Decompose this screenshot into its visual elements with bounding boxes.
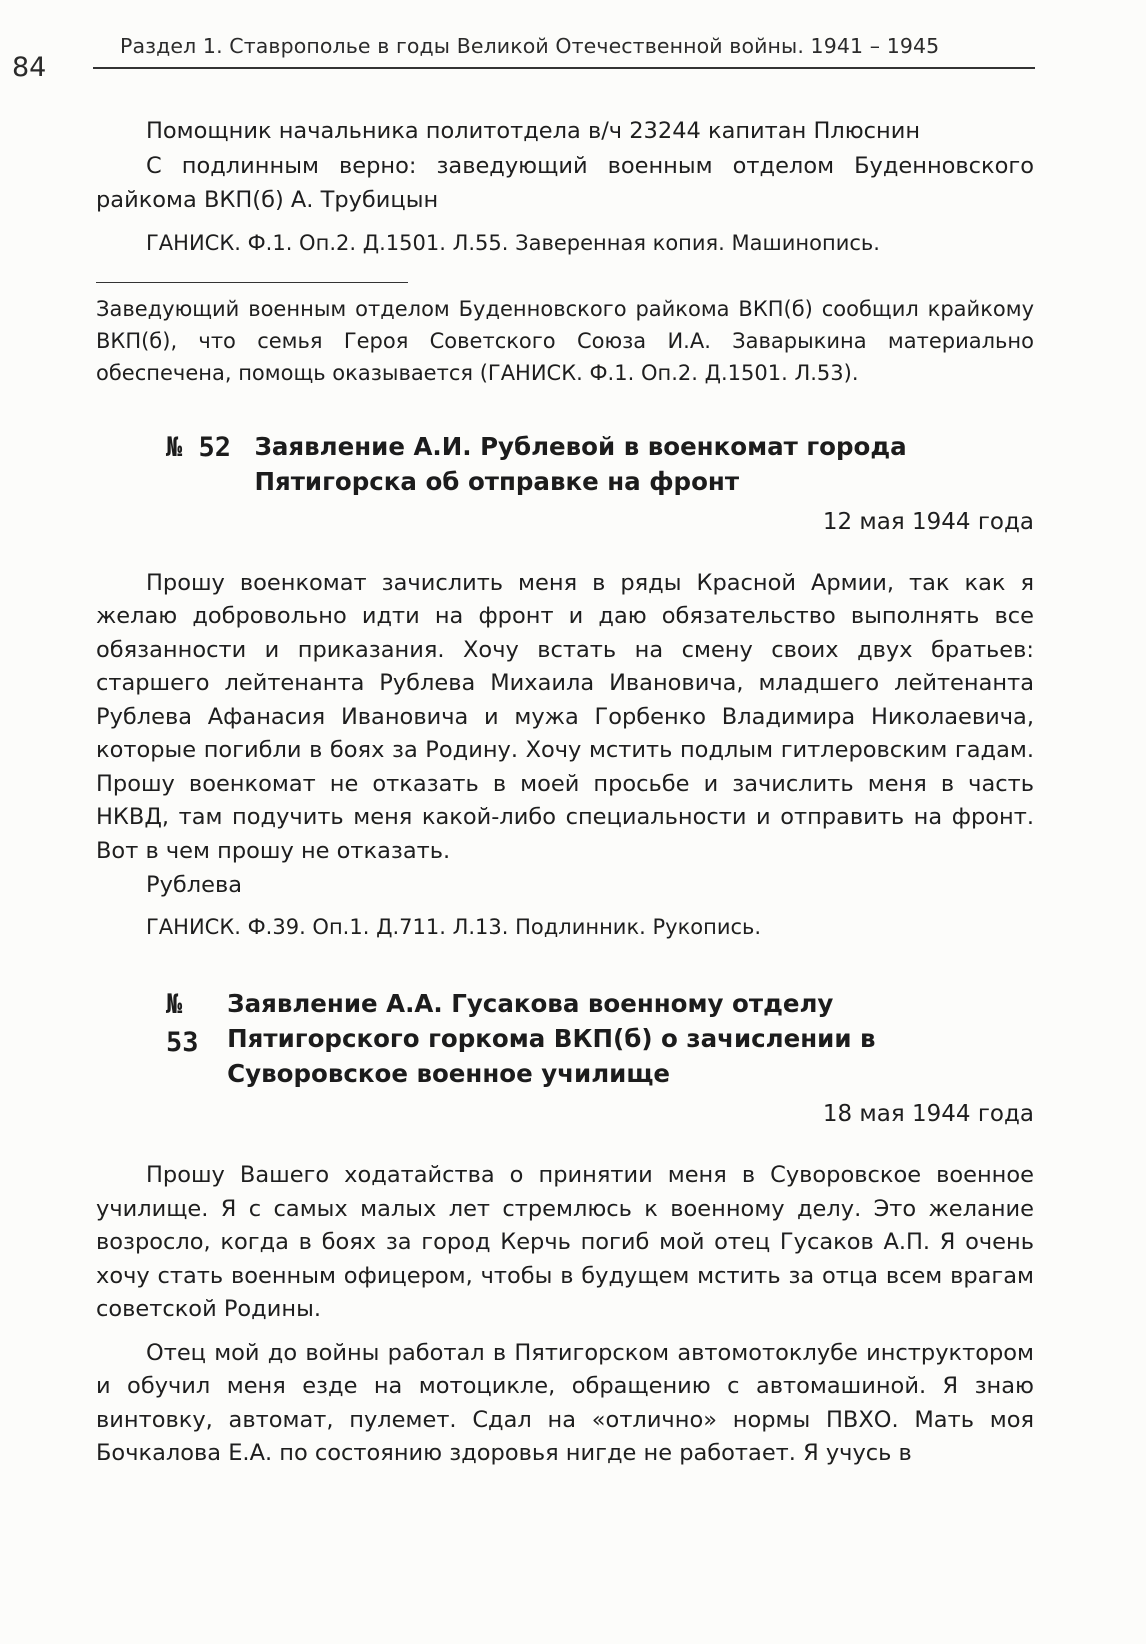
page-number: 84 [12,52,47,83]
document-date: 12 мая 1944 года [822,508,1034,535]
document-title: Заявление А.И. Рублевой в военкомат города Пятигорска об отправке на фронт [254,431,907,496]
signature-line-2: С подлинным верно: заведующий военным отделом Буденновского райкома ВКП(б) А. Трубицын [96,152,1034,213]
footnote: Заведующий военным отделом Буденновского райкома ВКП(б) сообщил крайкому ВКП(б), что семья Героя Советского Союза И.А. Заварыкина материально обеспечена, помощь оказывается (ГАНИСК. Ф.1. Оп.2. Д.1501. Л.53). [96,296,1034,385]
document-header-52 [96,429,1034,499]
document-body-paragraph-2: Отец мой до войны работал в Пятигорском автомотоклубе инструктором и обучил меня езде на мотоцикле, обращению с автомашиной. Я знаю винтовку, автомат, пулемет. Сдал на «отлично» нормы ПВХО. Мать моя Бочкалова Е.А. по состоянию здоровья нигде не работает. Я учусь в [96,1339,1034,1466]
archive-reference: ГАНИСК. Ф.1. Оп.2. Д.1501. Л.55. Заверенная копия. Машинопись. [146,230,880,255]
document-header-53 [96,986,1034,1091]
document-body-paragraph-1: Прошу Вашего ходатайства о принятии меня в Суворовское военное училище. Я с самых малых лет стремлюсь к военному делу. Это желание возросло, когда в боях за город Керчь погиб мой отец Гусаков А.П. Я очень хочу стать военным офицером, чтобы в будущем мстить за отца всем врагам советской Родины. [96,1162,1034,1322]
document-signature: Рублева [146,872,243,898]
footnote-rule [96,282,408,283]
archive-reference: ГАНИСК. Ф.39. Оп.1. Д.711. Л.13. Подлинник. Рукопись. [146,915,762,939]
page-content [96,114,1034,1471]
document-number: № 53 [166,989,199,1058]
document-body: Прошу военкомат зачислить меня в ряды Красной Армии, так как я желаю добровольно идти на фронт и даю обязательство выполнять все обязанности и приказания. Хочу встать на смену своих двух братьев: старшего лейтенанта Рублева Михаила Ивановича, младшего лейтенанта Рублева Афанасия Ивановича и мужа Горбенко Владимира Николаевича, которые погибли в боях за Родину. Хочу мстить подлым гитлеровским гадам. Прошу военкомат не отказать в моей просьбе и зачислить меня в часть НКВД, там подучить меня какой-либо специальности и отправить на фронт. Вот в чем прошу не отказать. [96,569,1034,864]
running-title: Раздел 1. Ставрополье в годы Великой Отечественной войны. 1941 – 1945 [120,34,940,58]
header-rule [93,67,1035,69]
signature-line-1: Помощник начальника политотдела в/ч 23244 капитан Плюснин [146,118,921,144]
document-title: Заявление А.А. Гусакова военному отделу Пятигорского горкома ВКП(б) о зачислении в Суворовское военное училище [227,989,876,1088]
document-number: № 52 [166,431,232,463]
document-date: 18 мая 1944 года [822,1101,1034,1127]
